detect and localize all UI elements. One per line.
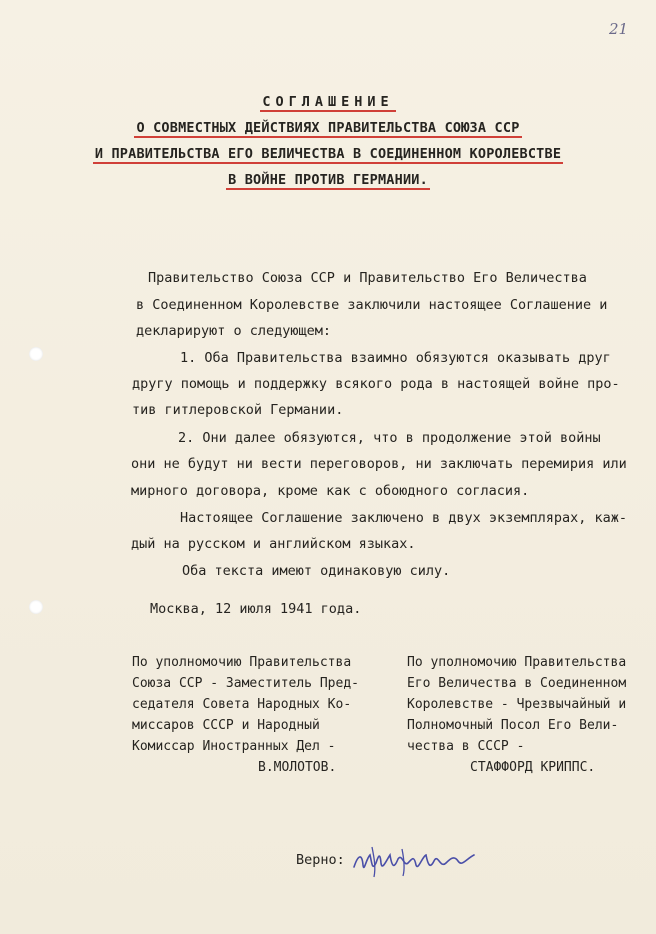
archive-page-number: 21	[609, 20, 629, 38]
right-signatory-line-2: Его Величества в Соединенном	[407, 676, 627, 691]
title-subtitle-2	[0, 146, 656, 164]
paragraph-copies-line-2: дый на русском и английском языках.	[131, 536, 416, 552]
right-signatory-name: СТАФФОРД КРИППС.	[470, 760, 596, 775]
title-line-1: СОГЛАШЕНИЕ	[262, 94, 394, 110]
right-signatory-line-1: По уполномочию Правительства	[407, 655, 627, 670]
paragraph-1-line-2: в Соединенном Королевстве заключили настоящее Соглашение и	[136, 297, 608, 313]
article-2-line-3: мирного договора, кроме как с обоюдного согласия.	[131, 483, 530, 499]
left-signatory-line-4: миссаров СССР и Народный	[132, 718, 320, 733]
paragraph-1-line-3: декларируют о следующем:	[136, 323, 332, 339]
left-signatory-line-1: По уполномочию Правительства	[132, 655, 352, 670]
paragraph-copies-line-1: Настоящее Соглашение заключено в двух экземплярах, каж-	[180, 510, 628, 526]
right-signatory-line-4: Полномочный Посол Его Вели-	[407, 718, 619, 733]
punch-hole-top	[29, 347, 43, 361]
title-subtitle-3	[0, 172, 656, 190]
title-subtitle-1	[0, 120, 656, 138]
left-signatory-line-2: Союза ССР - Заместитель Пред-	[132, 676, 359, 691]
paragraph-validity: Оба текста имеют одинаковую силу.	[182, 563, 451, 579]
left-signatory-name: В.МОЛОТОВ.	[258, 760, 337, 775]
right-signatory-line-5: чества в СССР -	[407, 739, 525, 754]
article-1-line-1: 1. Оба Правительства взаимно обязуются оказывать друг	[180, 350, 611, 366]
document-title	[0, 94, 656, 112]
left-signatory-line-3: седателя Совета Народных Ко-	[132, 697, 352, 712]
title-line-3: И ПРАВИТЕЛЬСТВА ЕГО ВЕЛИЧЕСТВА В СОЕДИНЕННОМ КОРОЛЕВСТВЕ	[94, 146, 562, 162]
article-2-line-2: они не будут ни вести переговоров, ни заключать перемирия или	[131, 456, 627, 472]
certification-label: Верно:	[296, 852, 345, 868]
article-2-line-1: 2. Они далее обязуются, что в продолжение этой войны	[178, 430, 601, 446]
punch-hole-bottom	[29, 600, 43, 614]
handwritten-signature	[350, 841, 478, 881]
title-line-2: О СОВМЕСТНЫХ ДЕЙСТВИЯХ ПРАВИТЕЛЬСТВА СОЮЗА ССР	[136, 120, 520, 136]
title-line-4: В ВОЙНЕ ПРОТИВ ГЕРМАНИИ.	[228, 172, 428, 188]
left-signatory-line-5: Комиссар Иностранных Дел -	[132, 739, 336, 754]
place-and-date: Москва, 12 июля 1941 года.	[150, 601, 362, 617]
article-1-line-3: тив гитлеровской Германии.	[132, 402, 344, 418]
article-1-line-2: другу помощь и поддержку всякого рода в настоящей войне про-	[132, 376, 620, 392]
paragraph-1-line-1: Правительство Союза ССР и Правительство Его Величества	[148, 270, 587, 286]
right-signatory-line-3: Королевстве - Чрезвычайный и	[407, 697, 627, 712]
